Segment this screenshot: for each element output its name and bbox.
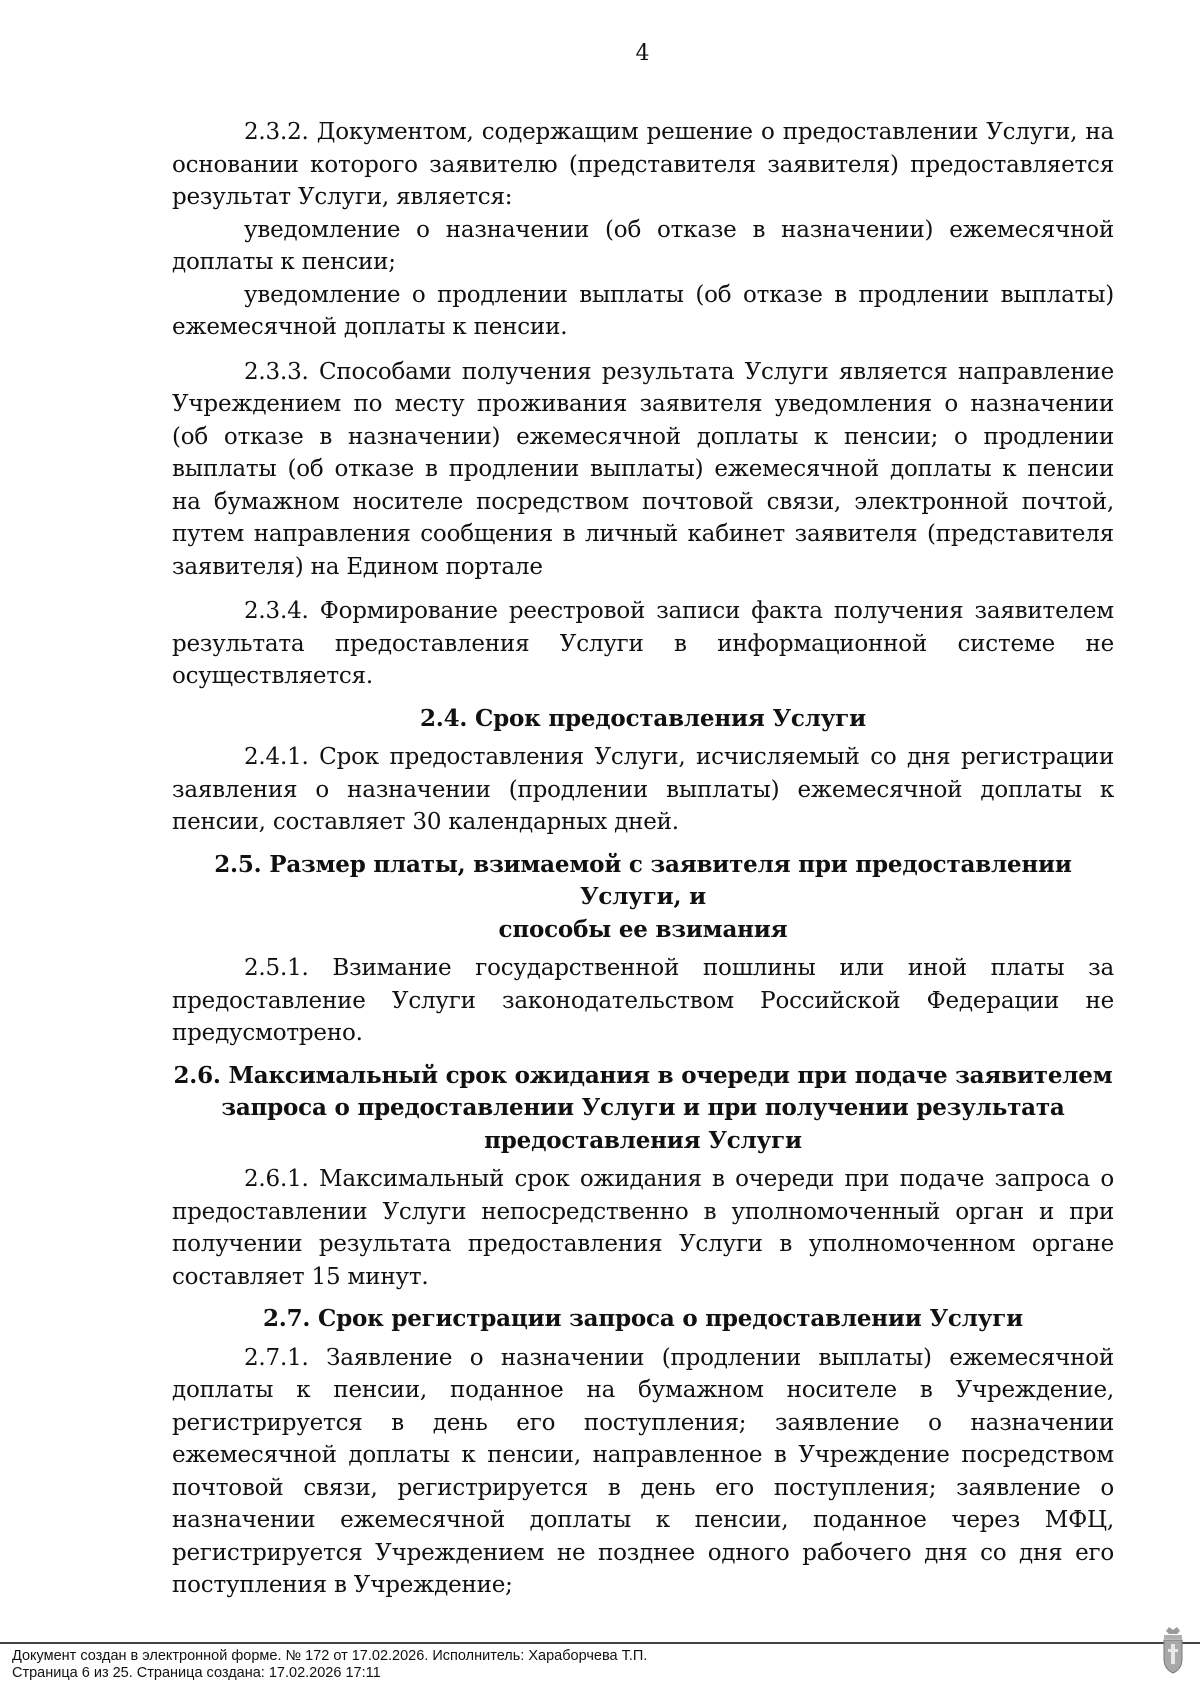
footer-divider — [0, 1642, 1200, 1644]
heading-2-6-line-3: предоставления Услуги — [484, 1126, 802, 1154]
heading-2-6 — [172, 1060, 1114, 1158]
heading-2-4: 2.4. Срок предоставления Услуги — [419, 704, 867, 732]
heading-2-5-line-2: способы ее взимания — [498, 915, 788, 943]
paragraph-2-6-1: 2.6.1. Максимальный срок ожидания в очереди при подаче запроса о предоставлении Услуги непосредственно в уполномоченный орган и при получении результата предоставления Услуги в уполномоченном органе составляет 15 минут. — [172, 1166, 1114, 1290]
paragraph-2-3-2-item-1: уведомление о назначении (об отказе в назначении) ежемесячной доплаты к пенсии; — [172, 216, 1114, 275]
footer-text — [12, 1648, 647, 1682]
heading-2-5-line-1: 2.5. Размер платы, взимаемой с заявителя при предоставлении Услуги, и — [214, 850, 1072, 910]
paragraph-2-4-1: 2.4.1. Срок предоставления Услуги, исчисляемый со дня регистрации заявления о назначении (продлении выплаты) ежемесячной доплаты к пенсии, составляет 30 календарных дней. — [172, 744, 1114, 835]
heading-2-5 — [172, 849, 1114, 947]
heading-2-7: 2.7. Срок регистрации запроса о предоставлении Услуги — [262, 1305, 1024, 1332]
paragraph-2-3-3: 2.3.3. Способами получения результата Услуги является направление Учреждением по месту проживания заявителя уведомления о назначении (об отказе в назначении) ежемесячной доплаты к пенсии; о продлении выплаты (об отказе в продлении выплаты) ежемесячной доплаты к пенсии на бумажном носителе посредством почтовой связи, электронной почтой, путем направления сообщения в личный кабинет заявителя (представителя заявителя) на Едином портале — [172, 358, 1114, 580]
coat-of-arms-icon — [1160, 1625, 1186, 1679]
heading-2-6-line-2: запроса о предоставлении Услуги и при получении результата — [221, 1094, 1065, 1121]
paragraph-2-3-4: 2.3.4. Формирование реестровой записи факта получения заявителем результата предоставления Услуги в информационной системе не осуществляется. — [172, 598, 1114, 689]
footer-line-2: Страница 6 из 25. Страница создана: 17.02.2026 17:11 — [12, 1665, 381, 1681]
heading-2-6-line-1: 2.6. Максимальный срок ожидания в очереди при подаче заявителем — [173, 1061, 1113, 1089]
paragraph-2-5-1: 2.5.1. Взимание государственной пошлины или иной платы за предоставление Услуги законодательством Российской Федерации не предусмотрено. — [172, 955, 1114, 1046]
page-number: 4 — [635, 41, 650, 66]
document-body — [172, 116, 1114, 1602]
paragraph-2-3-2-item-2: уведомление о продлении выплаты (об отказе в продлении выплаты) ежемесячной доплаты к пенсии. — [172, 281, 1114, 340]
paragraph-2-7-1: 2.7.1. Заявление о назначении (продлении выплаты) ежемесячной доплаты к пенсии, поданное на бумажном носителе в Учреждение, регистрируется в день его поступления; заявление о назначении ежемесячной доплаты к пенсии, направленное в Учреждение посредством почтовой связи, регистрируется в день его поступления; заявление о назначении ежемесячной доплаты к пенсии, поданное через МФЦ, регистрируется Учреждением не позднее одного рабочего дня со дня его поступления в Учреждение; — [172, 1344, 1114, 1598]
paragraph-2-3-2: 2.3.2. Документом, содержащим решение о предоставлении Услуги, на основании которого заявителю (представителя заявителя) предоставляется результат Услуги, является: — [172, 119, 1114, 210]
document-footer — [0, 1637, 1200, 1698]
footer-line-1: Документ создан в электронной форме. № 172 от 17.02.2026. Исполнитель: Хараборчева Т.П. — [12, 1648, 648, 1664]
